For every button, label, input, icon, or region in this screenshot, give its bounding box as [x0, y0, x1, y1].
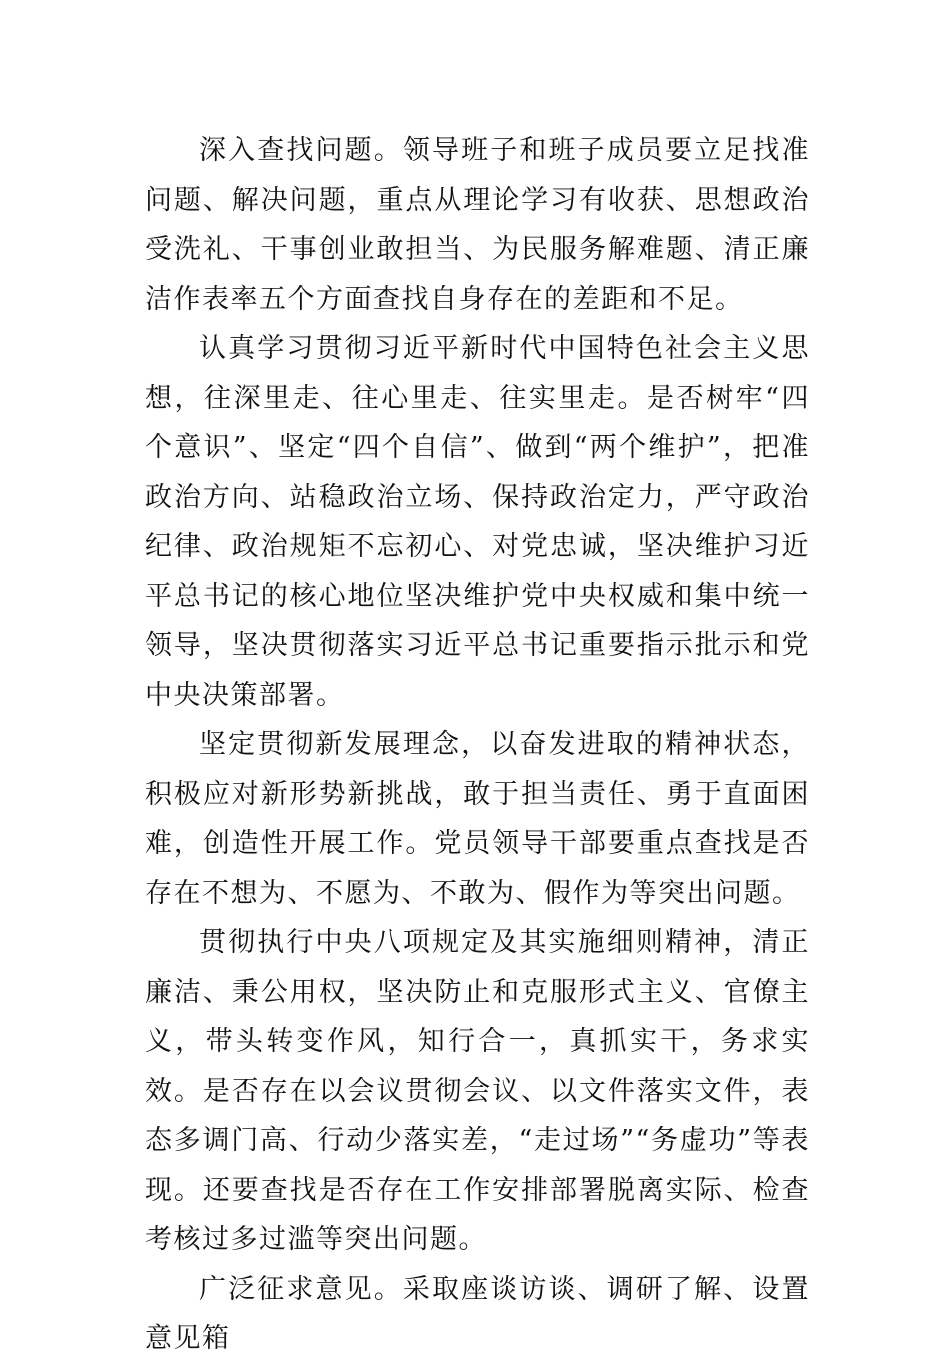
paragraph-solicit-opinions: 广泛征求意见。采取座谈访谈、调研了解、设置意见箱	[145, 1273, 810, 1354]
paragraph-development-concept: 坚定贯彻新发展理念，以奋发进取的精神状态，积极应对新形势新挑战，敢于担当责任、勇于直面困难，创造性开展工作。党员领导干部要重点查找是否存在不想为、不愿为、不敢为、假作为等突出问题。	[145, 729, 810, 909]
paragraph-study-thought: 认真学习贯彻习近平新时代中国特色社会主义思想，往深里走、往心里走、往实里走。是否树牢“四个意识”、坚定“四个自信”、做到“两个维护”，把准政治方向、站稳政治立场、保持政治定力，严守政治纪律、政治规矩不忘初心、对党忠诚，坚决维护习近平总书记的核心地位坚决维护党中央权威和集中统一领导，坚决贯彻落实习近平总书记重要指示批示和党中央决策部署。	[145, 333, 810, 711]
document-body	[145, 126, 810, 1364]
paragraph-find-problems: 深入查找问题。领导班子和班子成员要立足找准问题、解决问题，重点从理论学习有收获、思想政治受洗礼、干事创业敢担当、为民服务解难题、清正廉洁作表率五个方面查找自身存在的差距和不足。	[145, 135, 810, 315]
paragraph-eight-regulations: 贯彻执行中央八项规定及其实施细则精神，清正廉洁、秉公用权，坚决防止和克服形式主义、官僚主义，带头转变作风，知行合一，真抓实干，务求实效。是否存在以会议贯彻会议、以文件落实文件，表态多调门高、行动少落实差，“走过场”“务虚功”等表现。还要查找是否存在工作安排部署脱离实际、检查考核过多过滥等突出问题。	[145, 927, 810, 1255]
